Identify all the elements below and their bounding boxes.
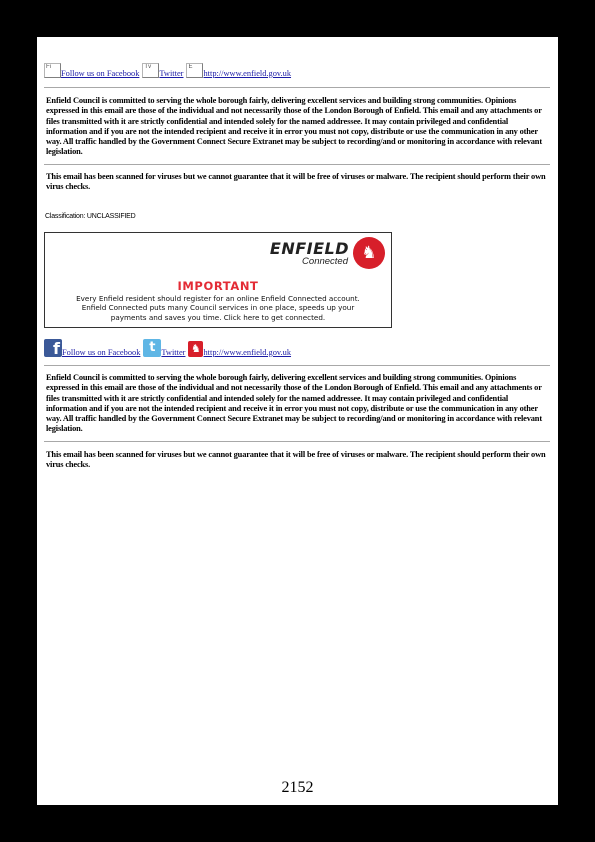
broken-image-icon: E — [186, 63, 203, 78]
broken-image-icon: Fi — [44, 63, 61, 78]
facebook-link[interactable]: Follow us on Facebook — [62, 348, 141, 357]
twitter-icon[interactable]: t — [143, 339, 161, 357]
website-link[interactable]: http://www.enfield.gov.uk — [203, 69, 292, 78]
classification-label: Classification: UNCLASSIFIED — [45, 213, 136, 220]
page-number: 2152 — [281, 779, 314, 796]
banner-line: Every Enfield resident should register for an online Enfield Connected account. — [76, 294, 360, 303]
divider — [44, 441, 550, 442]
divider — [44, 164, 550, 165]
logo-word: ENFIELD — [269, 239, 349, 258]
banner-line: payments and saves you time. Click here to get connected. — [110, 312, 326, 322]
confidentiality-disclaimer: Enfield Council is committed to serving the whole borough fairly, delivering excellent services and building strong communities. Opinions expressed in this email are those of the individual and not necessarily those of the London Borough of Enfield. This email and any attachments or files transmitted with it are strictly confidential and intended solely for the named addressee. It may contain privileged and confidential information and if you are not the intended recipient and receive it in error you must not copy, distribute or use the communication in any other way. All traffic handled by the Government Connect Secure Extranet may be subject to recording/and or monitoring in accordance with relevant legislation. — [46, 96, 542, 157]
document-page — [37, 37, 558, 805]
social-links-bottom — [44, 339, 291, 357]
website-link[interactable]: http://www.enfield.gov.uk — [203, 348, 292, 357]
banner-text — [51, 294, 385, 322]
broken-image-icon: Tv — [142, 63, 159, 78]
social-links-top — [44, 63, 291, 78]
virus-notice: This email has been scanned for viruses but we cannot guarantee that it will be free of viruses or malware. The recipient should perform their own virus checks. — [46, 450, 546, 470]
enfield-logo-icon: ♞ — [353, 237, 385, 269]
logo-subtitle: Connected — [302, 256, 348, 267]
divider — [44, 365, 550, 366]
enfield-connected-banner[interactable] — [44, 232, 392, 328]
banner-line: Enfield Connected puts many Council services in one place, speeds up your — [81, 303, 355, 313]
banner-heading: IMPORTANT — [177, 279, 259, 293]
facebook-icon[interactable]: f — [44, 339, 62, 357]
divider — [44, 87, 550, 88]
twitter-link[interactable]: Twitter — [159, 69, 184, 78]
twitter-link[interactable]: Twitter — [161, 348, 186, 357]
facebook-link[interactable]: Follow us on Facebook — [61, 69, 140, 78]
enfield-logo-icon[interactable]: ♞ — [188, 341, 203, 357]
virus-notice: This email has been scanned for viruses but we cannot guarantee that it will be free of viruses or malware. The recipient should perform their own virus checks. — [46, 172, 546, 192]
confidentiality-disclaimer: Enfield Council is committed to serving the whole borough fairly, delivering excellent services and building strong communities. Opinions expressed in this email are those of the individual and not necessarily those of the London Borough of Enfield. This email and any attachments or files transmitted with it are strictly confidential and intended solely for the named addressee. It may contain privileged and confidential information and if you are not the intended recipient and receive it in error you must not copy, distribute or use the communication in any other way. All traffic handled by the Government Connect Secure Extranet may be subject to recording/and or monitoring in accordance with relevant legislation. — [46, 373, 542, 434]
